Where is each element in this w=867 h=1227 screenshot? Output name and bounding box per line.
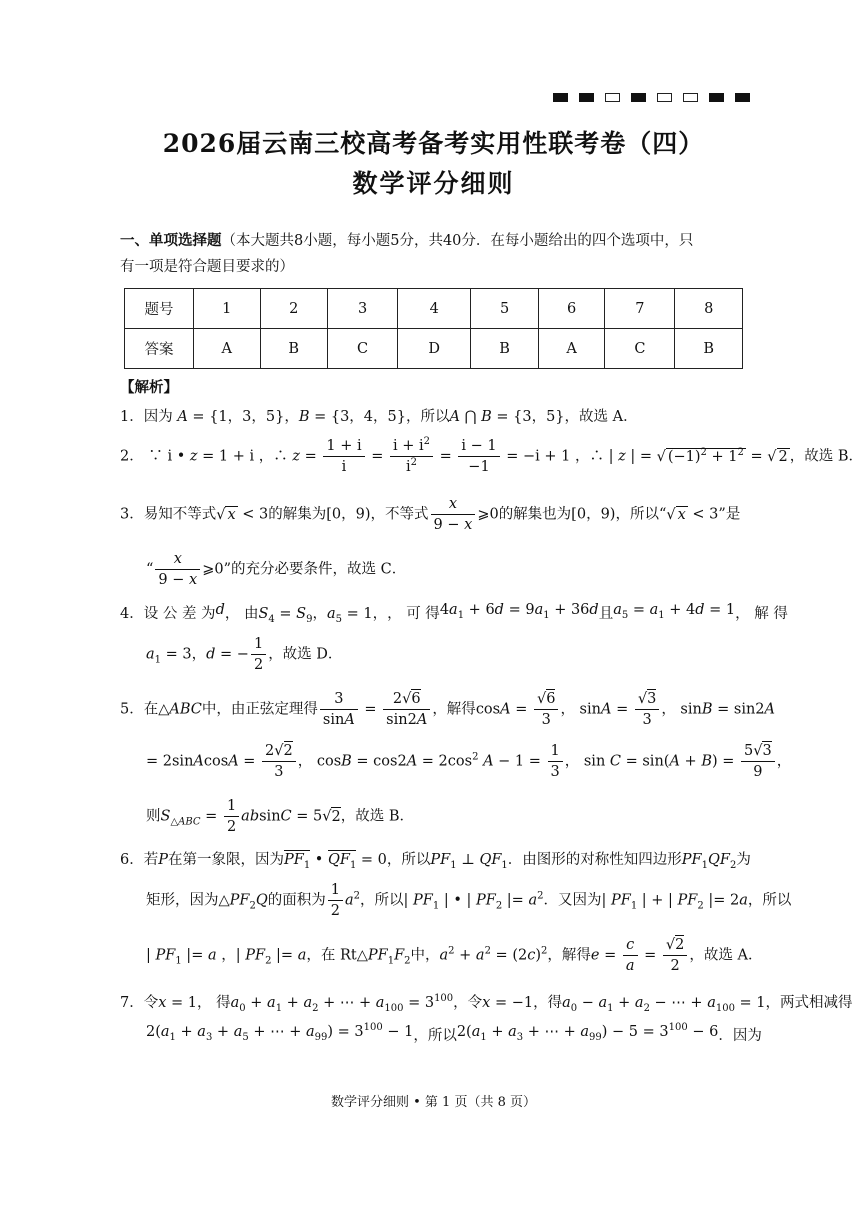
solution-text: ，故选 D． xyxy=(268,646,343,663)
solution-text: ，解得 xyxy=(547,947,591,964)
solution-text: ，故选 B． xyxy=(340,808,414,825)
solution-text: ．由图形的对称性知四边形 xyxy=(507,852,682,868)
solution-text: ， 由 xyxy=(224,606,259,622)
section-desc-2: 有一项是符合题目要求的） xyxy=(120,259,294,275)
solution-text: 若 xyxy=(143,852,159,868)
solution-text: ”是 xyxy=(718,506,741,523)
solution-4: 4． 设 公 差 为 d ， 由 $S_4 = S_9$，$a_5 = 1$， ， 可 得 $4a_1 + 6d = 9a_1 + 36d$ 且 $a_5 = a_1 + 4d = 1$ ， 解 得 xyxy=(120,602,788,625)
solution-text: ，故选 A． xyxy=(564,409,638,425)
item-number: 4． xyxy=(120,606,144,622)
solution-text: ，在 Rt△ xyxy=(306,947,368,964)
code-mark xyxy=(735,93,750,102)
solution-text: ， 可 得 xyxy=(387,606,440,622)
solution-2: 2． ∵ i • z = 1 + i ，∴ z = $\frac{1 + i}{i}$ = $\frac{i + i^2}{i^2}$ = $\frac{i - 1}{-1}$ = −i + 1 ，∴ | z | = √ $(-1)^2 + 1^2$ = √ 2 ，故选 B． xyxy=(120,436,864,475)
question-number-cell: 7 xyxy=(605,289,675,329)
item-number: 5． xyxy=(120,701,144,718)
section-lead: 一、单项选择题 xyxy=(120,232,222,249)
solution-7: 7．令x = 1， 得$a_0 + a_1 + a_2$ + ⋯ + $a_{100} = 3^{100}$，令x = −1，得$a_0 - a_1 + a_2$ − ⋯ + $a_{100} = 1$，两式相减得 xyxy=(120,993,853,1014)
code-mark xyxy=(631,93,646,102)
question-number-cell: 2 xyxy=(260,289,328,329)
code-mark xyxy=(605,93,620,102)
solution-5-cont: = 2sinAcosA = $\frac{2√2}{3}$ ， $\cos B = \cos 2A = 2\cos^2$ A − 1 = $\frac{1}{3}$ ， sin C = sin(A + B) = $\frac{5√3}{9}$ ， xyxy=(146,743,792,780)
solution-text: ， xyxy=(413,1028,428,1044)
item-number: 7． xyxy=(120,995,144,1011)
solution-text: 因 xyxy=(732,1028,748,1044)
page-code-marks xyxy=(553,93,750,102)
solution-4-cont: $a_1 = 3$，d = − $\frac{1}{2}$ ，故选 D． xyxy=(146,636,343,673)
solution-text: 易知不等式 xyxy=(143,506,217,523)
question-number-cell: 8 xyxy=(675,289,743,329)
analysis-heading: 【解析】 xyxy=(120,379,178,396)
section-heading xyxy=(120,228,750,280)
solution-text: 令 xyxy=(143,995,159,1011)
solution-text: 因为 xyxy=(143,409,173,425)
solution-text: ，所以 xyxy=(386,852,431,868)
exam-subtitle: 数学评分细则 xyxy=(352,169,515,198)
solution-text: 设 公 差 为 xyxy=(143,606,216,622)
solution-text: 中， xyxy=(410,947,440,964)
solution-6-cont: 矩形，因为$\triangle PF_2Q$的面积为 $\frac{1}{2}$ $a^2$，所以| $PF_1$ | • | $PF_2$ |= $a^2$．又因为| $PF_1$ | + | $PF_2$ |= 2a，所以 xyxy=(146,882,792,919)
solution-text: 在第一象限，因为 xyxy=(168,852,284,868)
item-number: 3． xyxy=(120,506,144,523)
solution-text: 的解集为[0，9)，不等式 xyxy=(268,506,429,523)
question-number-cell: 1 xyxy=(194,289,261,329)
question-number-cell: 3 xyxy=(328,289,398,329)
answer-cell: B xyxy=(675,329,743,369)
code-mark xyxy=(579,93,594,102)
solution-text: 则 xyxy=(146,808,161,825)
table-header-cell: 答案 xyxy=(125,329,194,369)
solution-text: 在△ xyxy=(143,701,170,718)
table-row xyxy=(125,329,743,369)
answer-cell: D xyxy=(398,329,471,369)
solution-text: ，得 xyxy=(533,995,563,1011)
solution-text: 为 xyxy=(747,1028,762,1044)
section-desc: （本大题共8小题，每小题5分，共40分．在每小题给出的四个选项中，只 xyxy=(221,233,694,249)
solution-text: ，解得 xyxy=(432,701,476,718)
solution-3: 3．易知不等式√ x < 3的解集为[0，9)，不等式 $\frac{x}{9 - x}$ ⩾0的解集也为[0，9)，所以“√ x < 3”是 xyxy=(120,496,741,533)
solution-text: ， 解 得 xyxy=(735,606,788,622)
answer-cell: A xyxy=(538,329,605,369)
solution-text: 且 xyxy=(598,606,614,622)
solution-text: 为 xyxy=(736,852,751,868)
solution-text: ，两式相减得 xyxy=(765,995,853,1011)
solution-1: 1．因为 A = {1，3，5}，B = {3，4，5}，所以A ⋂ B = {3，5}，故选 A． xyxy=(120,409,638,425)
solution-text: ，所以 xyxy=(747,892,792,909)
item-number: 2． xyxy=(120,448,144,465)
solution-text: 以 xyxy=(442,1028,457,1044)
solution-text: “ xyxy=(146,561,154,578)
solution-text: ”的充分必要条件，故选 C． xyxy=(223,561,407,578)
solution-text: ， 得 xyxy=(197,995,231,1011)
solution-text: ． xyxy=(718,1028,733,1044)
solution-text: 所 xyxy=(427,1028,443,1044)
solution-5: 5．在△ABC中，由正弦定理得 $\frac{3}{\sin A}$ = $\frac{2√6}{\sin 2A}$ ，解得cosA = $\frac{√6}{3}$ ， sinA = $\frac{√3}{3}$ ， sinB = sin2A xyxy=(120,691,776,728)
question-number-cell: 5 xyxy=(471,289,539,329)
answer-cell: B xyxy=(260,329,328,369)
solution-text: ，所以 xyxy=(360,892,404,909)
solution-5-cont2: 则$S_{\triangle ABC}$ = $\frac{1}{2}$ absinC = 5√2，故选 B． xyxy=(146,798,414,835)
solution-text: ，令 xyxy=(453,995,483,1011)
question-number-cell: 6 xyxy=(538,289,605,329)
solution-6-cont2: | $PF_1$ |= a ，| $PF_2$ |= a，在 $Rt\triangle PF_1F_2$中，$a^2 + a^2 = (2c)^2$，解得e = $\frac{c}{a}$ = $\frac{√2}{2}$ ，故选 A． xyxy=(146,937,763,974)
code-mark xyxy=(683,93,698,102)
table-header-cell: 题号 xyxy=(125,289,194,329)
answer-table xyxy=(124,288,743,369)
item-number: 1． xyxy=(120,409,144,425)
answer-cell: C xyxy=(605,329,675,369)
solution-text: ，故选 A． xyxy=(689,947,763,964)
solution-text: 的解集也为[0，9)，所以“ xyxy=(498,506,667,523)
solution-text: 的面积为 xyxy=(267,892,326,909)
code-mark xyxy=(709,93,724,102)
solution-7-cont: $2(a_1 + a_3 + a_5$ + ⋯ + $a_{99}) = 3^{100} - 1$ ， 所 以 $2(a_1 + a_3$ + ⋯ + $a_{99}) - 5 = 3^{100} - 6$ ． 因 为 xyxy=(146,1022,762,1044)
question-number-cell: 4 xyxy=(398,289,471,329)
answer-cell: A xyxy=(194,329,261,369)
table-row xyxy=(125,289,743,329)
solution-6: 6．若P在第一象限，因为$PF_1$ • $QF_1 = 0$，所以$PF_1$ ⊥ $QF_1$．由图形的对称性知四边形$PF_1QF_2$为 xyxy=(120,852,751,871)
solution-3-cont: “ $\frac{x}{9 - x}$ ⩾0”的充分必要条件，故选 C． xyxy=(146,551,407,588)
solution-text: 中，由正弦定理得 xyxy=(201,701,318,718)
page-footer: 数学评分细则 • 第 1 页（共 8 页） xyxy=(330,1095,536,1110)
code-mark xyxy=(553,93,568,102)
solution-text: ．又因为 xyxy=(543,892,602,909)
solution-text: ，故选 B． xyxy=(789,448,864,465)
item-number: 6． xyxy=(120,852,144,868)
code-mark xyxy=(657,93,672,102)
exam-title: 2026届云南三校高考备考实用性联考卷（四） xyxy=(162,129,705,158)
solution-text: 矩形，因为△ xyxy=(146,892,230,909)
solution-text: ，所以 xyxy=(405,409,450,425)
answer-cell: C xyxy=(328,329,398,369)
answer-cell: B xyxy=(471,329,539,369)
